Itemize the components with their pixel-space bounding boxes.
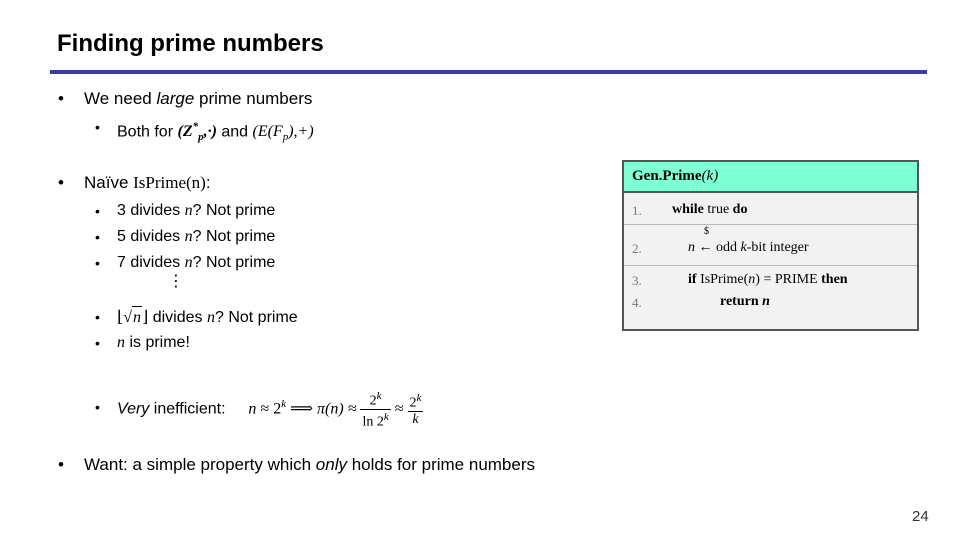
math-zp: $(Z^*_p,\cdot)$ — [177, 121, 217, 144]
math-isprime: IsPrime(n) — [133, 173, 206, 192]
emphasis-text: large — [156, 89, 195, 108]
bullet-marker: • — [58, 89, 64, 108]
algorithm-header: Gen.Prime(k) — [624, 162, 917, 193]
title-underline — [50, 70, 927, 74]
sub-bullet-divides-5: 5 divides n? Not prime — [117, 228, 276, 245]
divider — [624, 265, 917, 266]
vertical-ellipsis: ⋮ — [168, 273, 184, 290]
sub-bullet-marker: • — [95, 119, 100, 135]
text: and — [216, 123, 253, 141]
bullet-naive-isprime: Naïve IsPrime(n): — [84, 173, 211, 192]
algorithm-line-if: if IsPrime(n) = PRIME then — [688, 272, 848, 287]
bullet-marker: • — [58, 173, 64, 192]
sub-bullet-marker: • — [95, 203, 100, 219]
sub-bullet-very-inefficient: Very inefficient: $n \approx 2^k$ ⟹ π(n) ≈ $\frac{2^k}{\ln 2^k}$ ≈ $\frac{2^k}{k}$ — [117, 389, 422, 430]
algorithm-line-while: while true do — [672, 202, 748, 217]
text: prime numbers — [194, 89, 313, 108]
divider — [624, 224, 917, 225]
line-number: 1. — [632, 203, 642, 218]
page-number: 24 — [912, 508, 929, 525]
sub-bullet-divides-3: 3 divides n? Not prime — [117, 202, 276, 219]
algorithm-line-sample: n ← odd k-bit integer — [688, 240, 809, 255]
line-number: 3. — [632, 273, 642, 288]
sub-bullet-marker: • — [95, 229, 100, 245]
sub-bullet-marker: • — [95, 399, 100, 415]
fraction-2k-over-k: $\frac{2^k}{k}$ — [409, 392, 422, 427]
sub-bullet-divides-sqrt-n: ⌊√n⌋ divides n? Not prime — [117, 306, 298, 329]
text: We need — [84, 89, 157, 108]
fraction-2k-over-ln2k: $\frac{2^k}{\ln 2^k}$ — [362, 389, 389, 430]
text: Both for — [117, 123, 178, 141]
random-sample-mark: $ — [704, 226, 709, 237]
sub-bullet-is-prime: n is prime! — [117, 334, 190, 351]
line-number: 2. — [632, 241, 642, 256]
line-number: 4. — [632, 295, 642, 310]
text: Naïve — [84, 173, 134, 192]
bullet-marker: • — [58, 455, 64, 474]
genprime-algorithm-box — [622, 160, 919, 331]
sub-bullet-marker: • — [95, 255, 100, 271]
bullet-want-simple-property: Want: a simple property which only holds for prime numbers — [84, 455, 536, 474]
algorithm-line-return: return n — [720, 294, 770, 309]
math-efp: $(E(F_p),+)$ — [252, 123, 314, 144]
sub-bullet-marker: • — [95, 309, 100, 325]
bullet-need-large-primes — [84, 88, 312, 110]
page-title: Finding prime numbers — [57, 30, 324, 57]
sub-bullet-divides-7: 7 divides n? Not prime — [117, 254, 276, 271]
sub-bullet-both-groups — [117, 116, 314, 149]
sub-bullet-marker: • — [95, 335, 100, 351]
